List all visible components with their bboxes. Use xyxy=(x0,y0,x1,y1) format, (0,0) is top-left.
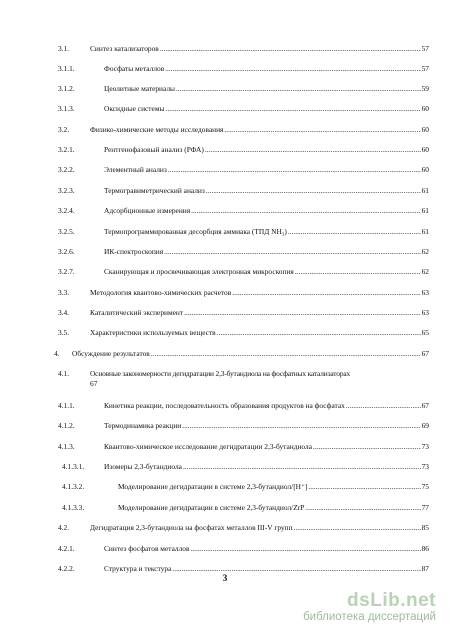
toc-number: 3.5. xyxy=(58,328,70,337)
toc-entry xyxy=(90,124,429,136)
toc-row-3-2-3[interactable] xyxy=(58,185,429,197)
toc-entry xyxy=(90,307,429,319)
toc-leader-dots xyxy=(151,348,421,360)
watermark-logo: dsLib.net xyxy=(347,590,436,611)
toc-title: Термопрограммированная десорбция аммиака (ТПД NH₃) xyxy=(104,227,287,236)
toc-number: 3.4. xyxy=(58,308,70,317)
toc-row-3-2-4[interactable] xyxy=(58,205,429,217)
toc-page-number: 60 xyxy=(421,165,429,174)
toc-leader-dots xyxy=(168,164,421,176)
toc-title: Моделирование дегидратации в системе 2,3-бутандиол/ZrP xyxy=(118,503,305,512)
toc-entry xyxy=(90,287,429,299)
toc-leader-dots xyxy=(217,327,421,339)
toc-number: 3.2.6. xyxy=(58,247,75,256)
toc-leader-dots xyxy=(224,124,420,136)
toc-entry xyxy=(104,266,429,278)
toc-title: Оксидные системы xyxy=(104,104,165,113)
toc-title: Синтез фосфатов металлов xyxy=(104,544,190,553)
toc-page-number: 75 xyxy=(421,482,429,491)
toc-page-number: 63 xyxy=(421,308,429,317)
toc-page-number: 61 xyxy=(421,186,429,195)
toc-leader-dots xyxy=(206,185,421,197)
toc-row-4-2[interactable] xyxy=(58,522,429,534)
toc-number: 4.2. xyxy=(58,523,70,532)
toc-leader-dots xyxy=(313,441,421,453)
toc-row-4-1-3-1[interactable] xyxy=(58,461,429,473)
toc-page-number: 73 xyxy=(421,442,429,451)
toc-title: Сканирующая и просвечивающая электронная микроскопия xyxy=(104,267,294,276)
toc-title: Структура и текстура xyxy=(104,564,172,573)
toc-entry xyxy=(104,205,429,217)
toc-row-3-2-2[interactable] xyxy=(58,164,429,176)
toc-row-3-1[interactable] xyxy=(58,43,429,55)
toc-title: Характеристики используемых веществ xyxy=(90,328,216,337)
toc-leader-dots xyxy=(346,400,421,412)
toc-number: 3.2.5. xyxy=(58,227,75,236)
toc-row-4-1-1[interactable] xyxy=(58,400,429,412)
toc-number: 3.1.3. xyxy=(58,104,75,113)
toc-title: Дегидратация 2,3-бутандиола на фосфатах металлов III-V групп xyxy=(90,523,293,532)
toc-entry xyxy=(104,103,429,115)
toc-page-number: 60 xyxy=(421,145,429,154)
toc-title: Моделирование дегидратации в системе 2,3-бутандиол/[H⁺] xyxy=(118,482,308,491)
watermark-subtitle: библиотека диссертаций xyxy=(303,611,436,623)
toc-page-number: 85 xyxy=(421,523,429,532)
toc-row-3-5[interactable] xyxy=(58,327,429,339)
toc-leader-dots xyxy=(191,205,420,217)
toc-number: 4.1.3.3. xyxy=(62,503,85,512)
toc-page-number: 67 xyxy=(421,349,429,358)
toc-row-3-2-1[interactable] xyxy=(58,144,429,156)
toc-row-4-1-3-3[interactable] xyxy=(58,502,429,514)
toc-number: 3.2.2. xyxy=(58,165,75,174)
toc-page-number: 67 xyxy=(90,379,98,388)
toc-row-4-1[interactable] xyxy=(58,368,429,392)
toc-title: Элементный анализ xyxy=(104,165,167,174)
toc-page-number: 73 xyxy=(421,462,429,471)
toc-entry xyxy=(90,522,429,534)
toc-number: 4.1.3.2. xyxy=(62,482,85,491)
toc-title: Физико-химические методы исследования xyxy=(90,125,224,134)
toc-page-number: 62 xyxy=(421,247,429,256)
toc-title: Методология квантово-химических расчетов xyxy=(90,288,232,297)
toc-entry xyxy=(90,43,429,55)
toc-leader-dots xyxy=(205,144,421,156)
toc-leader-dots xyxy=(305,502,420,514)
toc-entry xyxy=(118,481,429,493)
toc-title: Обсуждение результатов xyxy=(72,349,150,358)
toc-row-3-2-5[interactable] xyxy=(58,226,429,238)
toc-row-4-2-1[interactable] xyxy=(58,543,429,555)
toc-page-number: 63 xyxy=(421,288,429,297)
toc-row-3-1-3[interactable] xyxy=(58,103,429,115)
toc-row-3-2-7[interactable] xyxy=(58,266,429,278)
toc-title: Цеолитные материалы xyxy=(104,84,176,93)
toc-page-number: 77 xyxy=(421,503,429,512)
toc-number: 3.2.3. xyxy=(58,186,75,195)
toc-row-3-1-1[interactable] xyxy=(58,63,429,75)
toc-number: 3.2.7. xyxy=(58,267,75,276)
toc-number: 3.2.4. xyxy=(58,206,75,215)
toc-number: 4. xyxy=(54,349,60,358)
toc-entry xyxy=(104,185,429,197)
toc-leader-dots xyxy=(184,307,420,319)
toc-leader-dots xyxy=(308,481,420,493)
toc-entry xyxy=(104,144,429,156)
toc-title: Основные закономерности дегидратации 2,3-бутандиола на фосфатных катализаторах xyxy=(90,369,351,378)
toc-leader-dots xyxy=(182,420,420,432)
toc-page-number: 69 xyxy=(421,421,429,430)
toc-entry xyxy=(104,543,429,555)
page-number: 3 xyxy=(222,573,228,583)
toc-leader-dots xyxy=(165,103,420,115)
toc-leader-dots xyxy=(164,246,420,258)
toc-number: 4.1.1. xyxy=(58,401,75,410)
toc-leader-dots xyxy=(165,63,420,75)
toc-number: 3.2. xyxy=(58,125,70,134)
toc-title: Изомеры 2,3-бутандиола xyxy=(104,462,182,471)
toc-number: 3.2.1. xyxy=(58,145,75,154)
toc-number: 3.1.1. xyxy=(58,64,75,73)
toc-leader-dots xyxy=(295,266,421,278)
toc-page-number: 87 xyxy=(421,564,429,573)
toc-row-4[interactable] xyxy=(54,348,429,360)
toc-page-number: 60 xyxy=(421,125,429,134)
toc-title: Синтез катализаторов xyxy=(90,44,159,53)
toc-title: Термодинамика реакции xyxy=(104,421,182,430)
toc-page-number: 57 xyxy=(421,44,429,53)
toc-entry xyxy=(104,420,429,432)
toc-title: Адсорбционные измерения xyxy=(104,206,191,215)
toc-page-number: 61 xyxy=(421,206,429,215)
toc-row-3-2[interactable] xyxy=(58,124,429,136)
toc-page-number: 61 xyxy=(421,227,429,236)
toc-entry xyxy=(104,246,429,258)
toc-leader-dots xyxy=(190,543,420,555)
toc-page-number: 65 xyxy=(421,328,429,337)
toc-leader-dots xyxy=(160,43,421,55)
toc-number: 3.1. xyxy=(58,44,70,53)
toc-page-number: 62 xyxy=(421,267,429,276)
toc-page-number: 59 xyxy=(421,84,429,93)
toc-title: Квантово-химическое исследование дегидратации 2,3-бутандиола xyxy=(104,442,313,451)
toc-number: 3.1.2. xyxy=(58,84,75,93)
toc-leader-dots xyxy=(294,522,421,534)
toc-title: Рентгенофазовый анализ (РФА) xyxy=(104,145,204,154)
toc-row-3-2-6[interactable] xyxy=(58,246,429,258)
toc-row-3-3[interactable] xyxy=(58,287,429,299)
toc-row-4-1-2[interactable] xyxy=(58,420,429,432)
toc-entry xyxy=(104,461,429,473)
watermark[interactable] xyxy=(303,590,436,624)
toc-page-number: 86 xyxy=(421,544,429,553)
toc-title: ИК-спектроскопия xyxy=(104,247,164,256)
toc-number: 4.2.2. xyxy=(58,564,75,573)
toc-row-4-1-3-2[interactable] xyxy=(58,481,429,493)
toc-title: Каталитический эксперимент xyxy=(90,308,184,317)
toc-page-number: 60 xyxy=(421,104,429,113)
toc-row-3-1-2[interactable] xyxy=(58,83,429,95)
toc-row-4-1-3[interactable] xyxy=(58,441,429,453)
toc-title: Термогравиметрический анализ xyxy=(104,186,205,195)
toc-number: 4.1.3.1. xyxy=(62,462,85,471)
toc-number: 3.3. xyxy=(58,288,70,297)
toc-entry xyxy=(104,83,429,95)
toc-number: 4.1.3. xyxy=(58,442,75,451)
toc-entry xyxy=(104,63,429,75)
toc-entry xyxy=(118,502,429,514)
toc-leader-dots xyxy=(232,287,420,299)
toc-entry xyxy=(104,400,429,412)
toc-title: Фосфаты металлов xyxy=(104,64,165,73)
toc-number: 4.2.1. xyxy=(58,544,75,553)
toc-entry xyxy=(72,348,429,360)
toc-page-number: 57 xyxy=(421,64,429,73)
toc-row-3-4[interactable] xyxy=(58,307,429,319)
toc-title: Кинетика реакции, последовательность образования продуктов на фосфатах xyxy=(104,401,345,410)
toc-entry xyxy=(104,226,429,238)
toc-leader-dots xyxy=(176,83,421,95)
toc-number: 4.1.2. xyxy=(58,421,75,430)
toc-entry xyxy=(104,164,429,176)
toc-entry xyxy=(90,327,429,339)
toc-entry xyxy=(104,441,429,453)
toc-number: 4.1. xyxy=(58,369,70,378)
toc-page-number: 67 xyxy=(421,401,429,410)
toc-leader-dots xyxy=(288,226,421,238)
toc-leader-dots xyxy=(183,461,421,473)
